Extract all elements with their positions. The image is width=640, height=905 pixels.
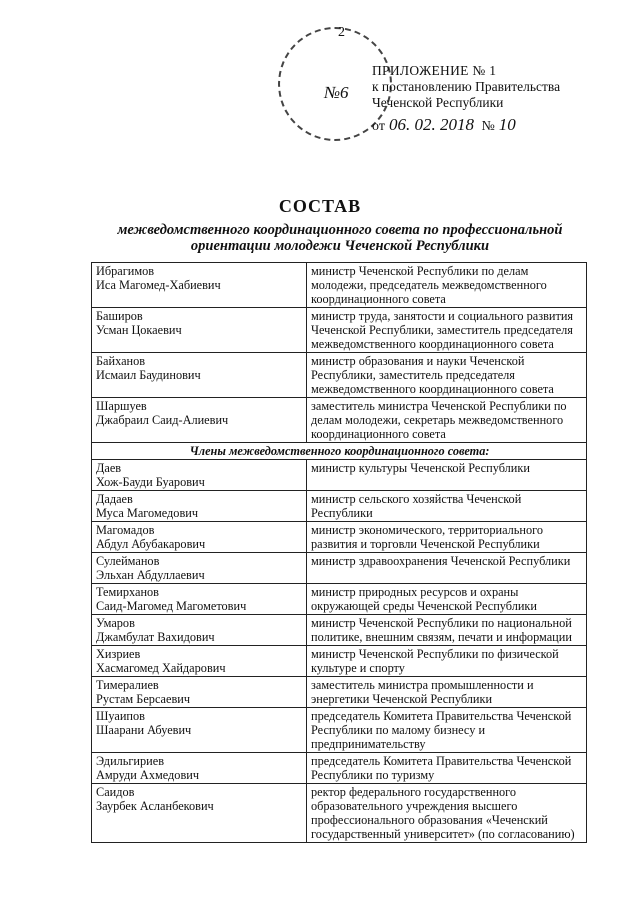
- member-last-name: Темирханов: [96, 585, 159, 599]
- table-row: [92, 353, 587, 398]
- stamp-number: 2: [338, 25, 345, 40]
- member-last-name: Сулейманов: [96, 554, 160, 568]
- member-name-cell: [92, 460, 307, 491]
- member-name-cell: [92, 553, 307, 584]
- council-composition-table: [91, 262, 587, 843]
- member-first-name: Заурбек Асланбекович: [96, 799, 214, 813]
- member-last-name: Тимералиев: [96, 678, 159, 692]
- member-name-cell: [92, 584, 307, 615]
- number-value: 10: [498, 115, 516, 134]
- member-role: министр сельского хозяйства Чеченской Республики: [307, 491, 587, 522]
- member-first-name: Хож-Бауди Буарович: [96, 475, 205, 489]
- member-first-name: Хасмагомед Хайдарович: [96, 661, 226, 675]
- member-last-name: Шуаипов: [96, 709, 145, 723]
- members-heading: Члены межведомственного координационного совета:: [92, 443, 587, 460]
- member-last-name: Магомадов: [96, 523, 155, 537]
- appendix-line-3: Чеченской Республики: [372, 95, 504, 110]
- member-first-name: Джамбулат Вахидович: [96, 630, 215, 644]
- member-last-name: Байханов: [96, 354, 146, 368]
- member-first-name: Шаарани Абуевич: [96, 723, 192, 737]
- member-role: заместитель министра Чеченской Республики по делам молодежи, секретарь межведомственного координационного совета: [307, 398, 587, 443]
- member-first-name: Абдул Абубакарович: [96, 537, 206, 551]
- appendix-line-2: к постановлению Правительства: [372, 79, 561, 94]
- member-name-cell: [92, 491, 307, 522]
- member-last-name: Шаршуев: [96, 399, 147, 413]
- member-last-name: Ибрагимов: [96, 264, 155, 278]
- member-role: министр Чеченской Республики по физической культуре и спорту: [307, 646, 587, 677]
- appendix-block: [372, 63, 622, 135]
- member-role: министр здравоохранения Чеченской Республики: [307, 553, 587, 584]
- table-row: [92, 460, 587, 491]
- member-first-name: Рустам Берсаевич: [96, 692, 191, 706]
- table-row: [92, 784, 587, 843]
- member-role: председатель Комитета Правительства Чеченской Республики по малому бизнесу и предпринимательству: [307, 708, 587, 753]
- number-prefix: №: [481, 119, 495, 134]
- table-row: [92, 708, 587, 753]
- table-row: [92, 398, 587, 443]
- table-row: [92, 753, 587, 784]
- member-name-cell: [92, 677, 307, 708]
- member-role: министр образования и науки Чеченской Республики, заместитель председателя межведомственного координационного совета: [307, 353, 587, 398]
- member-name-cell: [92, 753, 307, 784]
- member-role: министр природных ресурсов и охраны окружающей среды Чеченской Республики: [307, 584, 587, 615]
- appendix-title: ПРИЛОЖЕНИЕ № 1: [372, 63, 497, 78]
- member-role: председатель Комитета Правительства Чеченской Республики по туризму: [307, 753, 587, 784]
- member-name-cell: [92, 615, 307, 646]
- member-role: министр Чеченской Республики по делам молодежи, председатель межведомственного координационного совета: [307, 263, 587, 308]
- table-row: [92, 584, 587, 615]
- table-row: [92, 443, 587, 460]
- date-prefix: от: [372, 119, 385, 134]
- member-name-cell: [92, 784, 307, 843]
- member-role: министр экономического, территориального развития и торговли Чеченской Республики: [307, 522, 587, 553]
- table-row: [92, 553, 587, 584]
- member-last-name: Эдильгириев: [96, 754, 165, 768]
- table-row: [92, 677, 587, 708]
- member-first-name: Эльхан Абдуллаевич: [96, 568, 205, 582]
- table-row: [92, 646, 587, 677]
- member-last-name: Баширов: [96, 309, 143, 323]
- member-name-cell: [92, 308, 307, 353]
- member-role: ректор федерального государственного образовательного учреждения высшего профессионального образования «Чеченский государственный университет» (по согласованию): [307, 784, 587, 843]
- member-last-name: Умаров: [96, 616, 135, 630]
- member-last-name: Хизриев: [96, 647, 141, 661]
- member-name-cell: [92, 398, 307, 443]
- member-name-cell: [92, 522, 307, 553]
- stamp-mark: №6: [324, 83, 349, 102]
- table-row: [92, 491, 587, 522]
- member-name-cell: [92, 353, 307, 398]
- member-name-cell: [92, 646, 307, 677]
- document-subtitle: межведомственного координационного совета по профессиональной ориентации молодежи Чеченской Республики: [117, 222, 563, 254]
- member-role: министр труда, занятости и социального развития Чеченской Республики, заместитель председателя межведомственного координационного совета: [307, 308, 587, 353]
- member-first-name: Амруди Ахмедович: [96, 768, 200, 782]
- table-row: [92, 263, 587, 308]
- table-body: [92, 263, 587, 843]
- appendix-date-line: [372, 117, 622, 135]
- table-row: [92, 522, 587, 553]
- member-last-name: Дадаев: [96, 492, 133, 506]
- member-first-name: Джабраил Саид-Алиевич: [96, 413, 229, 427]
- date-value: 06. 02. 2018: [388, 115, 474, 134]
- member-role: министр Чеченской Республики по национальной политике, внешним связям, печати и информации: [307, 615, 587, 646]
- member-first-name: Усман Цокаевич: [96, 323, 182, 337]
- member-name-cell: [92, 263, 307, 308]
- member-last-name: Даев: [96, 461, 122, 475]
- member-first-name: Муса Магомедович: [96, 506, 199, 520]
- document-title: СОСТАВ: [278, 196, 362, 216]
- member-first-name: Исмаил Баудинович: [96, 368, 201, 382]
- table-row: [92, 615, 587, 646]
- member-name-cell: [92, 708, 307, 753]
- member-role: заместитель министра промышленности и энергетики Чеченской Республики: [307, 677, 587, 708]
- member-first-name: Саид-Магомед Магометович: [96, 599, 247, 613]
- member-role: министр культуры Чеченской Республики: [307, 460, 587, 491]
- member-first-name: Иса Магомед-Хабиевич: [96, 278, 221, 292]
- member-last-name: Саидов: [96, 785, 135, 799]
- table-row: [92, 308, 587, 353]
